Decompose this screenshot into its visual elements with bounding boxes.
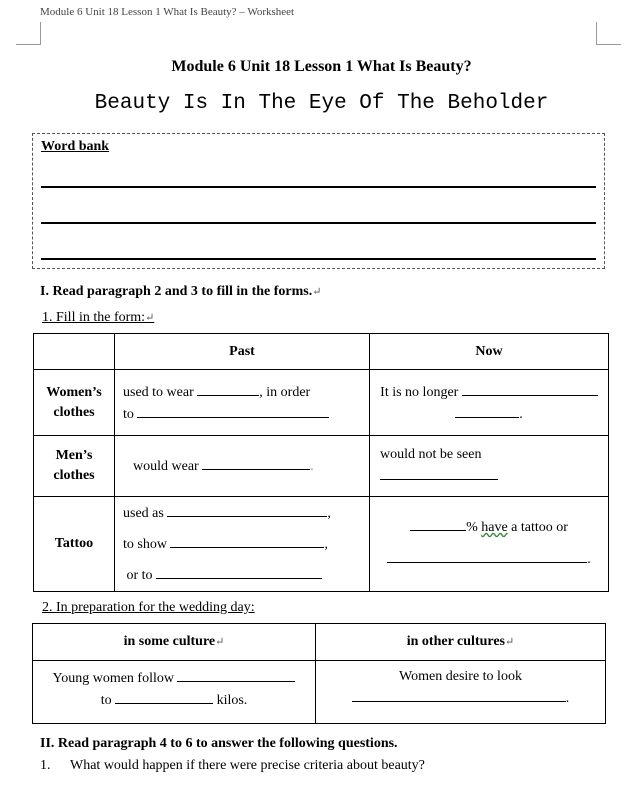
answer-blank[interactable] [410,516,466,531]
cell-text: a tattoo or [507,520,568,535]
table-row [33,661,606,724]
cell-text: to show [123,536,167,552]
table-row [34,370,609,436]
table-row [34,436,609,497]
past-cell [115,370,370,436]
part-1-label [42,310,154,326]
cell-text: Young women follow [52,671,174,686]
question-text: What would happen if there were precise criteria about beauty? [70,758,425,773]
answer-blank[interactable] [380,465,498,480]
return-mark-icon: ↵ [505,636,515,648]
row-label-text: Women’s [46,384,102,400]
answer-blank[interactable] [197,381,259,396]
cell-text: . [587,552,591,567]
running-header: Module 6 Unit 18 Lesson 1 What Is Beauty? – Worksheet [40,6,295,18]
cell-text: % [466,520,482,535]
answer-blank[interactable] [170,533,324,548]
cell-text: used to wear [123,384,194,400]
question-1 [40,758,425,774]
section-1-heading-text: I. Read paragraph 2 and 3 to fill in the forms. [40,284,313,299]
now-cell [370,497,609,592]
column-header-some-culture [33,624,316,661]
worksheet-title: Module 6 Unit 18 Lesson 1 What Is Beauty? [171,58,472,75]
cell-text: used as [123,505,164,521]
answer-blank[interactable] [156,564,322,579]
wedding-preparation-table [32,623,606,724]
return-mark-icon: ↵ [215,636,225,648]
fill-in-form-table [33,333,609,592]
cell-text: to [100,693,112,708]
return-mark-icon: ↵ [145,312,155,324]
past-cell [115,436,370,497]
question-number: 1. [40,758,51,773]
cell-text: would not be seen [380,447,482,462]
row-label-womens-clothes [34,370,115,436]
answer-blank[interactable] [137,403,329,418]
page-corner-mark-right [596,22,621,45]
other-cultures-cell [316,661,606,724]
column-header-past: Past [115,334,370,370]
cell-text: It is no longer [380,384,459,400]
table-row [34,497,609,592]
part-2-label: 2. In preparation for the wedding day: [42,600,255,615]
answer-blank[interactable] [202,455,310,470]
section-1-heading [40,284,321,300]
cell-text: have [481,520,508,535]
cell-text: would wear [133,459,199,474]
cell-text: Women desire to look [399,669,522,684]
answer-blank[interactable] [167,502,327,517]
header-text: in other cultures [406,634,506,649]
word-bank-box[interactable] [32,133,605,269]
table-corner-cell [34,334,115,370]
now-cell [370,436,609,497]
cell-text: . [519,406,523,422]
row-label-text: Tattoo [54,536,94,551]
cell-text: . [565,691,570,706]
row-label-tattoo [34,497,115,592]
section-2-heading: II. Read paragraph 4 to 6 to answer the following questions. [40,736,398,751]
worksheet-subtitle: Beauty Is In The Eye Of The Beholder [94,92,549,115]
cell-text: , [324,536,328,552]
row-label-mens-clothes [34,436,115,497]
answer-blank[interactable] [352,687,566,702]
past-cell [115,497,370,592]
header-text: in some culture [123,634,216,649]
cell-text: or to [126,567,153,583]
return-mark-icon: ↵ [312,286,322,298]
answer-blank[interactable] [387,548,587,563]
word-bank-line[interactable] [41,258,596,260]
cell-text: , in order [259,384,311,400]
page-corner-mark-left [16,22,41,45]
cell-text: kilos. [216,693,248,708]
some-culture-cell [33,661,316,724]
row-label-text: clothes [53,468,95,483]
answer-blank[interactable] [177,667,295,682]
answer-blank[interactable] [462,381,598,396]
answer-blank[interactable] [455,403,519,418]
column-header-now: Now [370,334,609,370]
cell-text: , [327,505,331,521]
column-header-other-cultures [316,624,606,661]
row-label-text: Men’s [55,448,93,463]
cell-text: . [310,459,314,474]
word-bank-line[interactable] [41,186,596,188]
answer-blank[interactable] [115,689,213,704]
word-bank-line[interactable] [41,222,596,224]
cell-text: to [123,406,134,422]
word-bank-label: Word bank [41,139,110,154]
row-label-text: clothes [53,404,95,420]
now-cell [370,370,609,436]
part-1-label-text: 1. Fill in the form: [42,310,146,325]
